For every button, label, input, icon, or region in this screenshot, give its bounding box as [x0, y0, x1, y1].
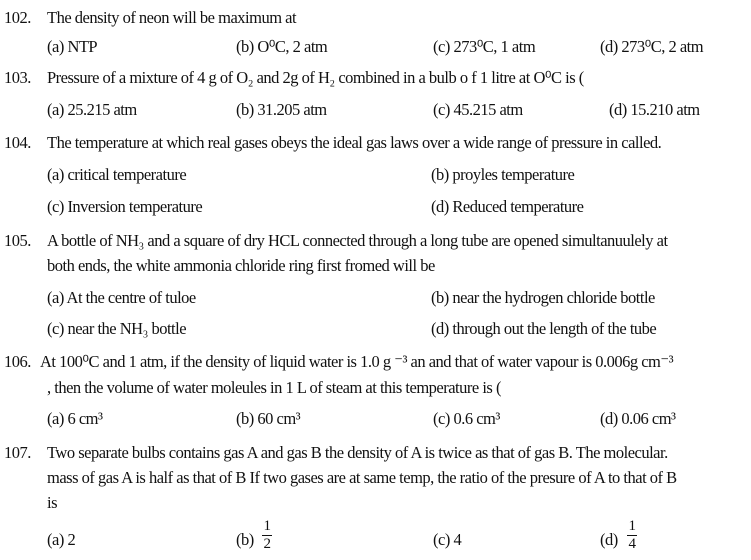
option-b: (b) O⁰C, 2 atm	[236, 37, 328, 56]
option-c: (c) 273⁰C, 1 atm	[433, 37, 536, 56]
option-b: (b) 60 cm³	[236, 409, 301, 428]
option-d: (d)	[600, 530, 618, 549]
question-text: At 100⁰C and 1 atm, if the density of liquid water is 1.0 g ⁻³ an and that of water vapour is 0.006g cm⁻³	[40, 352, 674, 371]
option-a: (a) critical temperature	[47, 165, 187, 184]
option-c: (c) 45.215 atm	[433, 100, 523, 119]
question-text: The density of neon will be maximum at	[47, 8, 297, 27]
option-d: (d) 273⁰C, 2 atm	[600, 37, 704, 56]
question-text: Two separate bulbs contains gas A and gas B the density of A is twice as that of gas B. The molecular.	[47, 443, 668, 462]
option-b: (b) 31.205 atm	[236, 100, 327, 119]
question-number: 106.	[4, 352, 31, 371]
question-number: 107.	[4, 443, 31, 462]
option-a: (a) 25.215 atm	[47, 100, 137, 119]
fraction-numerator: 1	[263, 518, 271, 534]
question-text: mass of gas A is half as that of B If two gases are at same temp, the ratio of the presure of A to that of B	[47, 468, 677, 487]
option-c: (c) near the NH₃ bottle	[47, 319, 187, 338]
option-c: (c) 4	[433, 530, 462, 549]
option-d: (d) 15.210 atm	[609, 100, 700, 119]
option-a: (a) 6 cm³	[47, 409, 103, 428]
option-b: (b) proyles temperature	[431, 165, 575, 184]
option-c: (c) Inversion temperature	[47, 197, 203, 216]
question-number: 105.	[4, 231, 31, 250]
option-b: (b) near the hydrogen chloride bottle	[431, 288, 655, 307]
question-text: The temperature at which real gases obeys the ideal gas laws over a wide range of pressure in called.	[47, 133, 662, 152]
option-d: (d) through out the length of the tube	[431, 319, 657, 338]
question-text: is	[47, 493, 58, 512]
option-b: (b)	[236, 530, 254, 549]
option-a: (a) 2	[47, 530, 76, 549]
question-text: A bottle of NH₃ and a square of dry HCL connected through a long tube are opened simultanuulely at	[47, 231, 668, 250]
option-a: (a) NTP	[47, 37, 98, 56]
option-a: (a) At the centre of tuloe	[47, 288, 196, 307]
question-number: 104.	[4, 133, 31, 152]
fraction-denominator: 4	[628, 536, 636, 552]
fraction-one-quarter	[627, 519, 637, 552]
question-number: 103.	[4, 68, 31, 87]
option-d: (d) 0.06 cm³	[600, 409, 676, 428]
question-text: , then the volume of water moleules in 1 L of steam at this temperature is (	[47, 378, 501, 397]
question-text: Pressure of a mixture of 4 g of O₂ and 2g of H₂ combined in a bulb o f 1 litre at O⁰C is (	[47, 68, 584, 87]
question-number: 102.	[4, 8, 31, 27]
option-c: (c) 0.6 cm³	[433, 409, 500, 428]
fraction-numerator: 1	[628, 518, 636, 534]
fraction-one-half	[262, 519, 272, 552]
fraction-denominator: 2	[263, 536, 271, 552]
option-d: (d) Reduced temperature	[431, 197, 584, 216]
question-text: both ends, the white ammonia chloride ring first fromed will be	[47, 256, 435, 275]
